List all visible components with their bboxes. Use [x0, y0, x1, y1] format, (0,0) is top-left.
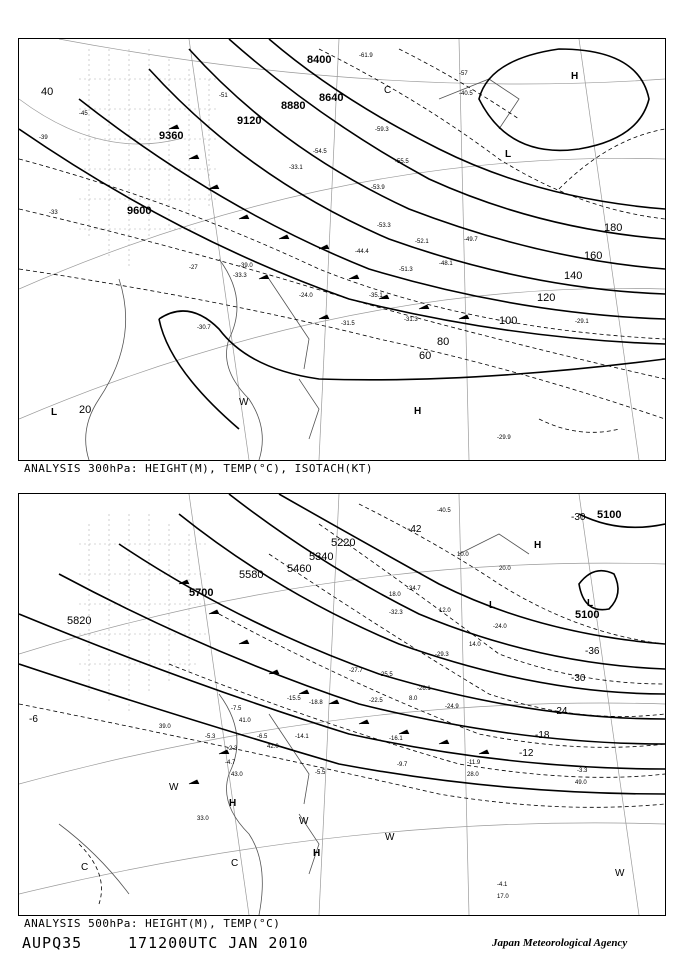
- cold-marker: C: [231, 858, 239, 869]
- obs-value: -27.7: [349, 668, 363, 674]
- markers-300: [51, 71, 578, 418]
- obs-value: -29.3: [435, 652, 449, 658]
- obs-value: 42.0: [267, 744, 279, 750]
- obs-value: -25.5: [379, 672, 393, 678]
- obs-value: -32.3: [389, 610, 403, 616]
- cold-marker: C: [384, 85, 392, 96]
- isotach-label: 60: [419, 350, 432, 362]
- map-500hpa: [18, 493, 666, 916]
- isotach-label: 40: [41, 86, 54, 98]
- agency-name: Japan Meteorological Agency: [492, 937, 628, 949]
- chart-code: AUPQ35: [22, 934, 83, 952]
- temp-label: -30: [571, 673, 586, 684]
- obs-value: -5.5: [315, 770, 326, 776]
- temp-label: -36: [585, 646, 600, 657]
- obs-value: -7.5: [231, 706, 242, 712]
- warm-marker: W: [615, 868, 625, 879]
- temp-label: -27: [189, 265, 198, 271]
- obs-value: -4.7: [225, 760, 236, 766]
- obs-value: -30.7: [197, 325, 211, 331]
- obs-value: -9.7: [397, 762, 408, 768]
- obs-value: -24.0: [299, 293, 313, 299]
- obs-value: 20.0: [499, 566, 511, 572]
- warm-marker: W: [299, 816, 309, 827]
- temp-label: -6: [29, 714, 38, 725]
- obs-value: -31.3: [404, 317, 418, 323]
- obs-value: 41.0: [239, 718, 251, 724]
- isotach-label: 20: [79, 404, 92, 416]
- low-pressure-marker: L: [51, 407, 58, 418]
- obs-value: -33.1: [289, 165, 303, 171]
- height-label: 5700: [189, 587, 214, 599]
- terrain-hatch-500: [79, 514, 209, 714]
- high-pressure-marker: H: [229, 798, 237, 809]
- height-label: 5460: [287, 563, 312, 575]
- obs-value: 49.0: [575, 780, 587, 786]
- height-label: 8640: [319, 92, 344, 104]
- obs-value: -4.1: [497, 882, 508, 888]
- height-label: 9120: [237, 115, 262, 127]
- temp-label: -30: [571, 512, 586, 523]
- temp-label: -45: [79, 111, 88, 117]
- obs-value: -29.9: [497, 435, 511, 441]
- caption-500hpa: ANALYSIS 500hPa: HEIGHT(M), TEMP(°C): [24, 917, 281, 930]
- obs-value: -48.1: [439, 261, 453, 267]
- isotherms-500: [19, 504, 665, 904]
- height-label: 5100: [575, 609, 600, 621]
- obs-value: 12.0: [439, 608, 451, 614]
- height-label: 5580: [239, 569, 264, 581]
- obs-value: -5.3: [205, 734, 216, 740]
- temp-label: -51: [219, 93, 228, 99]
- high-pressure-marker: H: [313, 848, 321, 859]
- obs-value: -29.1: [575, 319, 589, 325]
- height-label: 8880: [281, 100, 306, 112]
- obs-value: 28.0: [467, 772, 479, 778]
- caption-300hpa: ANALYSIS 300hPa: HEIGHT(M), TEMP(°C), ISOTACH(KT): [24, 462, 374, 475]
- obs-value: -52.1: [415, 239, 429, 245]
- obs-value: -15.5: [287, 696, 301, 702]
- high-pressure-marker: H: [534, 540, 542, 551]
- warm-marker: W: [385, 832, 395, 843]
- obs-value: -3.3: [577, 768, 588, 774]
- obs-value: -39.0: [239, 263, 253, 269]
- obs-value: -51.3: [399, 267, 413, 273]
- obs-value: -44.4: [355, 249, 369, 255]
- low-pressure-marker: L: [489, 600, 496, 611]
- obs-value: -54.5: [313, 149, 327, 155]
- height-label: 5340: [309, 551, 334, 563]
- graticule-500: [19, 494, 665, 915]
- isotach-label: 140: [564, 270, 583, 282]
- height-label: 5220: [331, 537, 356, 549]
- obs-value: -53.9: [371, 185, 385, 191]
- obs-value: -40.5: [437, 508, 451, 514]
- temp-labels-500: [29, 512, 600, 759]
- obs-value: -14.1: [295, 734, 309, 740]
- height-label: 9360: [159, 130, 184, 142]
- high-pressure-marker: H: [571, 71, 579, 82]
- obs-value: -59.3: [375, 127, 389, 133]
- temp-label: -18: [535, 730, 550, 741]
- coastlines-300: [86, 79, 519, 460]
- obs-value: -49.7: [464, 237, 478, 243]
- temp-label: -42: [407, 524, 422, 535]
- obs-value: -55.5: [395, 159, 409, 165]
- markers-500: [81, 540, 625, 879]
- height-labels-500: [67, 509, 621, 627]
- temp-label: -33: [49, 210, 58, 216]
- high-pressure-marker: H: [414, 406, 422, 417]
- warm-marker: W: [169, 782, 179, 793]
- temp-labels-300: [39, 71, 468, 271]
- map-500hpa-canvas: [19, 494, 665, 915]
- obs-value: 10.0: [457, 552, 469, 558]
- height-label: 9600: [127, 205, 152, 217]
- isotach-label: 80: [437, 336, 450, 348]
- isotach-label: 100: [499, 315, 518, 327]
- obs-value: 14.0: [469, 642, 481, 648]
- low-pressure-marker: L: [587, 598, 594, 609]
- obs-value: -40.5: [459, 91, 473, 97]
- cold-marker: C: [81, 862, 89, 873]
- temp-label: -24: [553, 706, 568, 717]
- obs-value: 33.0: [197, 816, 209, 822]
- obs-value: -26.1: [417, 686, 431, 692]
- obs-value: -16.1: [389, 736, 403, 742]
- obs-value: -61.9: [359, 53, 373, 59]
- warm-marker: W: [239, 397, 249, 408]
- obs-value: -31.5: [341, 321, 355, 327]
- obs-value: -34.7: [407, 586, 421, 592]
- obs-value: 43.0: [231, 772, 243, 778]
- obs-value: -24.0: [493, 624, 507, 630]
- obs-value: -22.5: [369, 698, 383, 704]
- low-pressure-marker: L: [505, 149, 512, 160]
- isotach-label: 160: [584, 250, 603, 262]
- obs-value: -18.8: [309, 700, 323, 706]
- obs-value: 39.0: [159, 724, 171, 730]
- isotach-label: 120: [537, 292, 556, 304]
- height-label: 5100: [597, 509, 622, 521]
- height-label: 8400: [307, 54, 332, 66]
- obs-value: 8.0: [409, 696, 418, 702]
- isotach-label: 180: [604, 222, 623, 234]
- map-300hpa-canvas: [19, 39, 665, 460]
- obs-value: -35.1: [369, 293, 383, 299]
- analysis-time: 171200UTC JAN 2010: [128, 934, 309, 952]
- obs-value: 17.0: [497, 894, 509, 900]
- obs-value: -11.9: [467, 760, 481, 766]
- obs-value: -24.9: [445, 704, 459, 710]
- temp-label: -12: [519, 748, 534, 759]
- obs-value: 18.0: [389, 592, 401, 598]
- height-label: 5820: [67, 615, 92, 627]
- temp-label: -39: [39, 135, 48, 141]
- isotherms-300: [19, 49, 665, 432]
- temp-label: -57: [459, 71, 468, 77]
- obs-value: -53.3: [377, 223, 391, 229]
- obs-value: -2.3: [227, 746, 238, 752]
- map-300hpa: [18, 38, 666, 461]
- obs-value: -33.3: [233, 273, 247, 279]
- obs-value: -6.5: [257, 734, 268, 740]
